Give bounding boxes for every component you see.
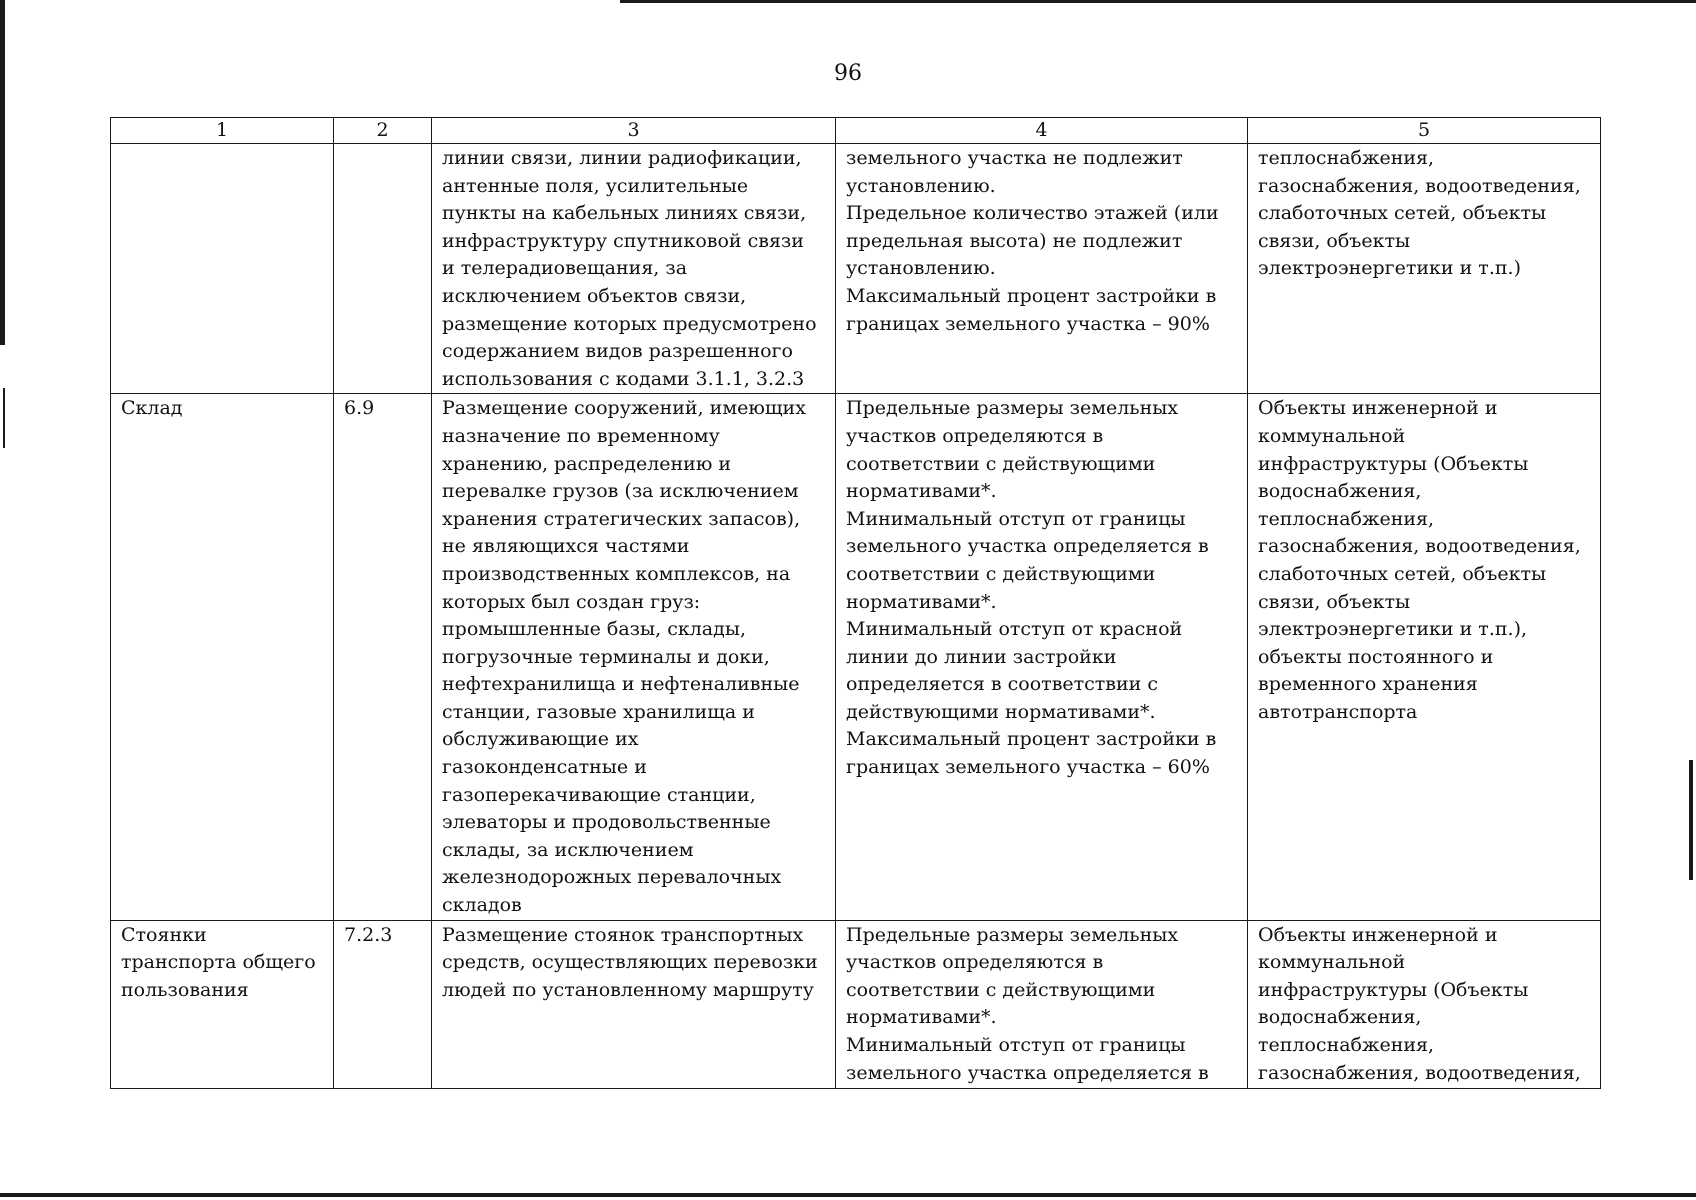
parameters-cell: Предельные размеры земельных участков определяются в соответствии с действующими нормативами*. Минимальный отступ от границы земельного участка определяется в соответствии с действующими нормативами*. Минимальный отступ от красной линии до линии застройки определяется в соответствии с действующими нормативами*. Максимальный процент застройки в границах земельного участка – 60%: [836, 394, 1248, 920]
use-description-cell: Размещение стоянок транспортных средств, осуществляющих перевозки людей по установленному маршруту: [432, 920, 836, 1088]
scan-mark-left: [3, 388, 5, 448]
table-row: [111, 394, 1601, 920]
auxiliary-uses-cell: Объекты инженерной и коммунальной инфраструктуры (Объекты водоснабжения, теплоснабжения, газоснабжения, водоотведения, слаботочных сетей, объекты связи, объекты электроэнергетики и т.п.), объекты постоянного и временного хранения автотранспорта: [1248, 394, 1601, 920]
table-row: [111, 144, 1601, 394]
land-use-table: [110, 117, 1601, 1089]
use-code-cell: 7.2.3: [334, 920, 432, 1088]
parameters-cell: Предельные размеры земельных участков определяются в соответствии с действующими нормативами*. Минимальный отступ от границы земельного участка определяется в: [836, 920, 1248, 1088]
scan-border-top: [620, 0, 1696, 3]
page-number: 96: [834, 61, 862, 86]
use-name-cell: Стоянки транспорта общего пользования: [111, 920, 334, 1088]
use-description-cell: Размещение сооружений, имеющих назначение по временному хранению, распределению и перевалке грузов (за исключением хранения стратегических запасов), не являющихся частями производственных комплексов, на которых был создан груз: промышленные базы, склады, погрузочные терминалы и доки, нефтехранилища и нефтеналивные станции, газовые хранилища и обслуживающие их газоконденсатные и газоперекачивающие станции, элеваторы и продовольственные склады, за исключением железнодорожных перевалочных складов: [432, 394, 836, 920]
use-name-cell: Склад: [111, 394, 334, 920]
column-number: 2: [334, 118, 432, 144]
auxiliary-uses-cell: Объекты инженерной и коммунальной инфраструктуры (Объекты водоснабжения, теплоснабжения, газоснабжения, водоотведения,: [1248, 920, 1601, 1088]
column-number-row: [111, 118, 1601, 144]
use-code-cell: [334, 144, 432, 394]
column-number: 3: [432, 118, 836, 144]
use-code-cell: 6.9: [334, 394, 432, 920]
use-description-cell: линии связи, линии радиофикации, антенные поля, усилительные пункты на кабельных линиях связи, инфраструктуру спутниковой связи и телерадиовещания, за исключением объектов связи, размещение которых предусмотрено содержанием видов разрешенного использования с кодами 3.1.1, 3.2.3: [432, 144, 836, 394]
scan-border-bottom: [0, 1193, 1696, 1197]
column-number: 4: [836, 118, 1248, 144]
use-name-cell: [111, 144, 334, 394]
auxiliary-uses-cell: теплоснабжения, газоснабжения, водоотведения, слаботочных сетей, объекты связи, объекты электроэнергетики и т.п.): [1248, 144, 1601, 394]
scan-border-left: [0, 0, 5, 345]
column-number: 5: [1248, 118, 1601, 144]
parameters-cell: земельного участка не подлежит установлению. Предельное количество этажей (или предельная высота) не подлежит установлению. Максимальный процент застройки в границах земельного участка – 90%: [836, 144, 1248, 394]
scan-border-right: [1689, 760, 1693, 880]
column-number: 1: [111, 118, 334, 144]
table-row: [111, 920, 1601, 1088]
